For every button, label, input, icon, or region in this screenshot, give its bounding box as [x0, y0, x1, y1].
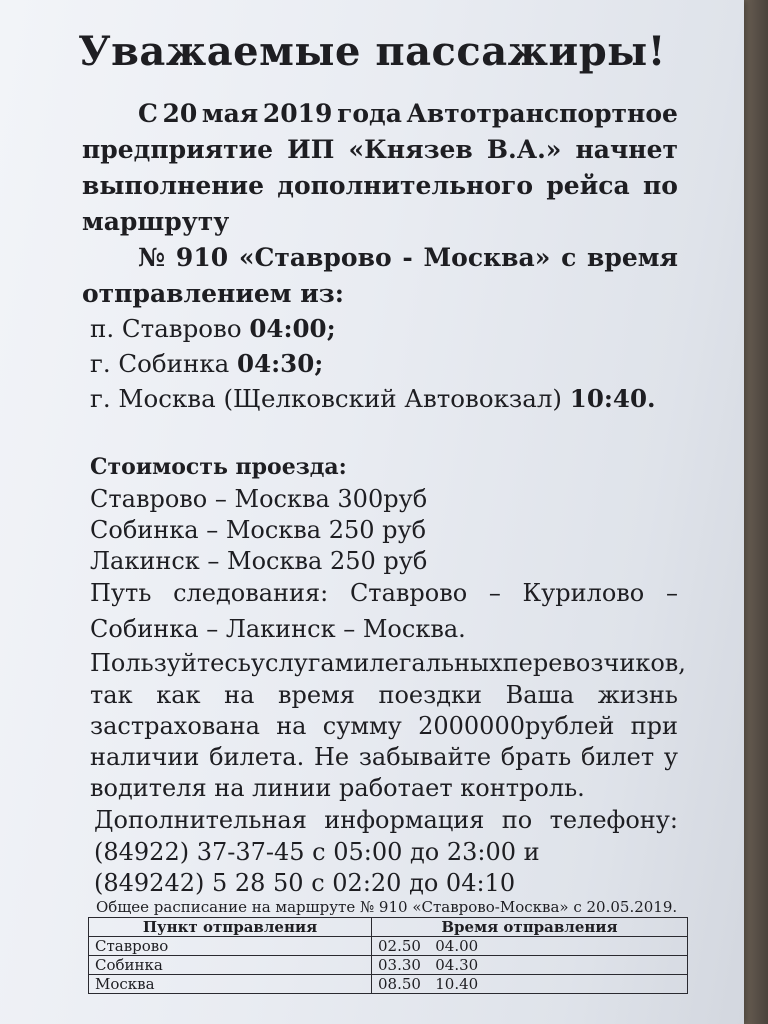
notice-title: Уважаемые пассажиры!	[78, 28, 666, 75]
departure-place: г. Собинка	[90, 349, 238, 378]
intro-line-6: отправлением из:	[82, 279, 344, 308]
intro-word: года	[337, 99, 402, 128]
contacts-word: Дополнительная	[94, 806, 307, 834]
departure-time: 10:40.	[569, 384, 656, 413]
notice-line-2	[90, 680, 678, 711]
cell-point: Собинка	[89, 956, 372, 975]
intro-word: с	[561, 243, 577, 272]
header-departure-time: Время отправления	[372, 918, 688, 937]
route-line-1	[90, 578, 678, 609]
intro-word: 910	[175, 243, 229, 272]
schedule-header-row	[89, 918, 688, 937]
notice-word: билет	[580, 743, 655, 771]
notice-word: забывайте	[358, 743, 492, 771]
intro-line-4: маршруту	[82, 207, 230, 236]
notice-word: сумму	[322, 712, 402, 740]
table-row	[89, 956, 688, 975]
departure-time: 04:00;	[249, 314, 336, 343]
intro-word: «Князев	[348, 135, 473, 164]
notice-word: на	[224, 681, 255, 709]
intro-word: -	[402, 243, 413, 272]
intro-line-5	[138, 240, 678, 276]
notice-word: перевозчиков,	[502, 649, 686, 677]
notice-word: на	[276, 712, 307, 740]
route-word: следования:	[173, 579, 329, 607]
contacts-line-1	[94, 805, 678, 836]
intro-word: Автотранспортное	[406, 99, 678, 128]
table-row	[89, 975, 688, 994]
notice-word: услугами	[250, 649, 370, 677]
notice-word: билета.	[209, 743, 305, 771]
intro-word: время	[587, 243, 678, 272]
cell-times: 03.30 04.30	[372, 956, 688, 975]
notice-word: у	[663, 743, 678, 771]
intro-word: дополнительного	[277, 171, 534, 200]
intro-word: С	[138, 99, 158, 128]
route-line-2: Собинка – Лакинск – Москва.	[90, 615, 466, 643]
intro-word: выполнение	[82, 171, 264, 200]
departure-place: г. Москва (Щелковский Автовокзал)	[90, 384, 570, 413]
fare-item: Лакинск – Москва 250 руб	[90, 547, 428, 575]
contacts-word: по	[501, 806, 533, 834]
notice-word: как	[156, 681, 201, 709]
notice-word: при	[630, 712, 678, 740]
intro-word: предприятие	[82, 135, 274, 164]
notice-word: Пользуйтесь	[90, 649, 251, 677]
notice-word: так	[90, 681, 133, 709]
notice-line-5: водителя на линии работает контроль.	[90, 774, 585, 802]
intro-word: мая	[201, 99, 259, 128]
departure-moscow	[90, 384, 656, 413]
intro-word: «Ставрово	[238, 243, 392, 272]
notice-word: наличии	[90, 743, 200, 771]
notice-word: застрахована	[90, 712, 260, 740]
schedule-caption: Общее расписание на маршруте № 910 «Ставрово-Москва» с 20.05.2019.	[96, 898, 678, 916]
notice-word: брать	[500, 743, 572, 771]
intro-line-3	[82, 168, 678, 204]
intro-word: ИП	[287, 135, 335, 164]
departure-place: п. Ставрово	[90, 314, 250, 343]
header-departure-point: Пункт отправления	[89, 918, 372, 937]
notice-word: поездки	[378, 681, 482, 709]
intro-word: по	[642, 171, 678, 200]
notice-line-1	[90, 648, 686, 679]
fare-item: Ставрово – Москва 300руб	[90, 485, 428, 513]
intro-word: 2019	[262, 99, 333, 128]
intro-word: Москва»	[423, 243, 551, 272]
cell-times: 08.50 10.40	[372, 975, 688, 994]
intro-word: В.А.»	[486, 135, 562, 164]
departure-stavrovo	[90, 314, 336, 343]
intro-line-1	[138, 96, 678, 132]
cell-times: 02.50 04.00	[372, 937, 688, 956]
fares-heading: Стоимость проезда:	[90, 454, 347, 480]
route-word: Путь	[90, 579, 152, 607]
cell-point: Москва	[89, 975, 372, 994]
phone-line-2: (849242) 5 28 50 с 02:20 до 04:10	[94, 869, 516, 897]
intro-line-2	[82, 132, 678, 168]
notice-word: 2000000рублей	[418, 712, 615, 740]
schedule-table	[88, 917, 688, 994]
intro-word: 20	[162, 99, 198, 128]
notice-word: Ваша	[505, 681, 575, 709]
notice-word: время	[278, 681, 355, 709]
fare-item: Собинка – Москва 250 руб	[90, 516, 427, 544]
route-word: –	[665, 579, 678, 607]
departure-sobinka	[90, 349, 323, 378]
phone-line-1: (84922) 37-37-45 с 05:00 до 23:00 и	[94, 838, 540, 866]
intro-word: №	[138, 243, 166, 272]
intro-word: рейса	[546, 171, 630, 200]
notice-word: Не	[313, 743, 350, 771]
table-row	[89, 937, 688, 956]
route-word: –	[488, 579, 501, 607]
contacts-word: информация	[324, 806, 485, 834]
departure-time: 04:30;	[237, 349, 324, 378]
cell-point: Ставрово	[89, 937, 372, 956]
notice-word: жизнь	[597, 681, 678, 709]
contacts-word: телефону:	[549, 806, 678, 834]
route-word: Курилово	[522, 579, 645, 607]
route-word: Ставрово	[349, 579, 468, 607]
notice-word: легальных	[369, 649, 503, 677]
intro-word: начнет	[575, 135, 678, 164]
notice-line-4	[90, 742, 678, 773]
notice-line-3	[90, 711, 678, 742]
